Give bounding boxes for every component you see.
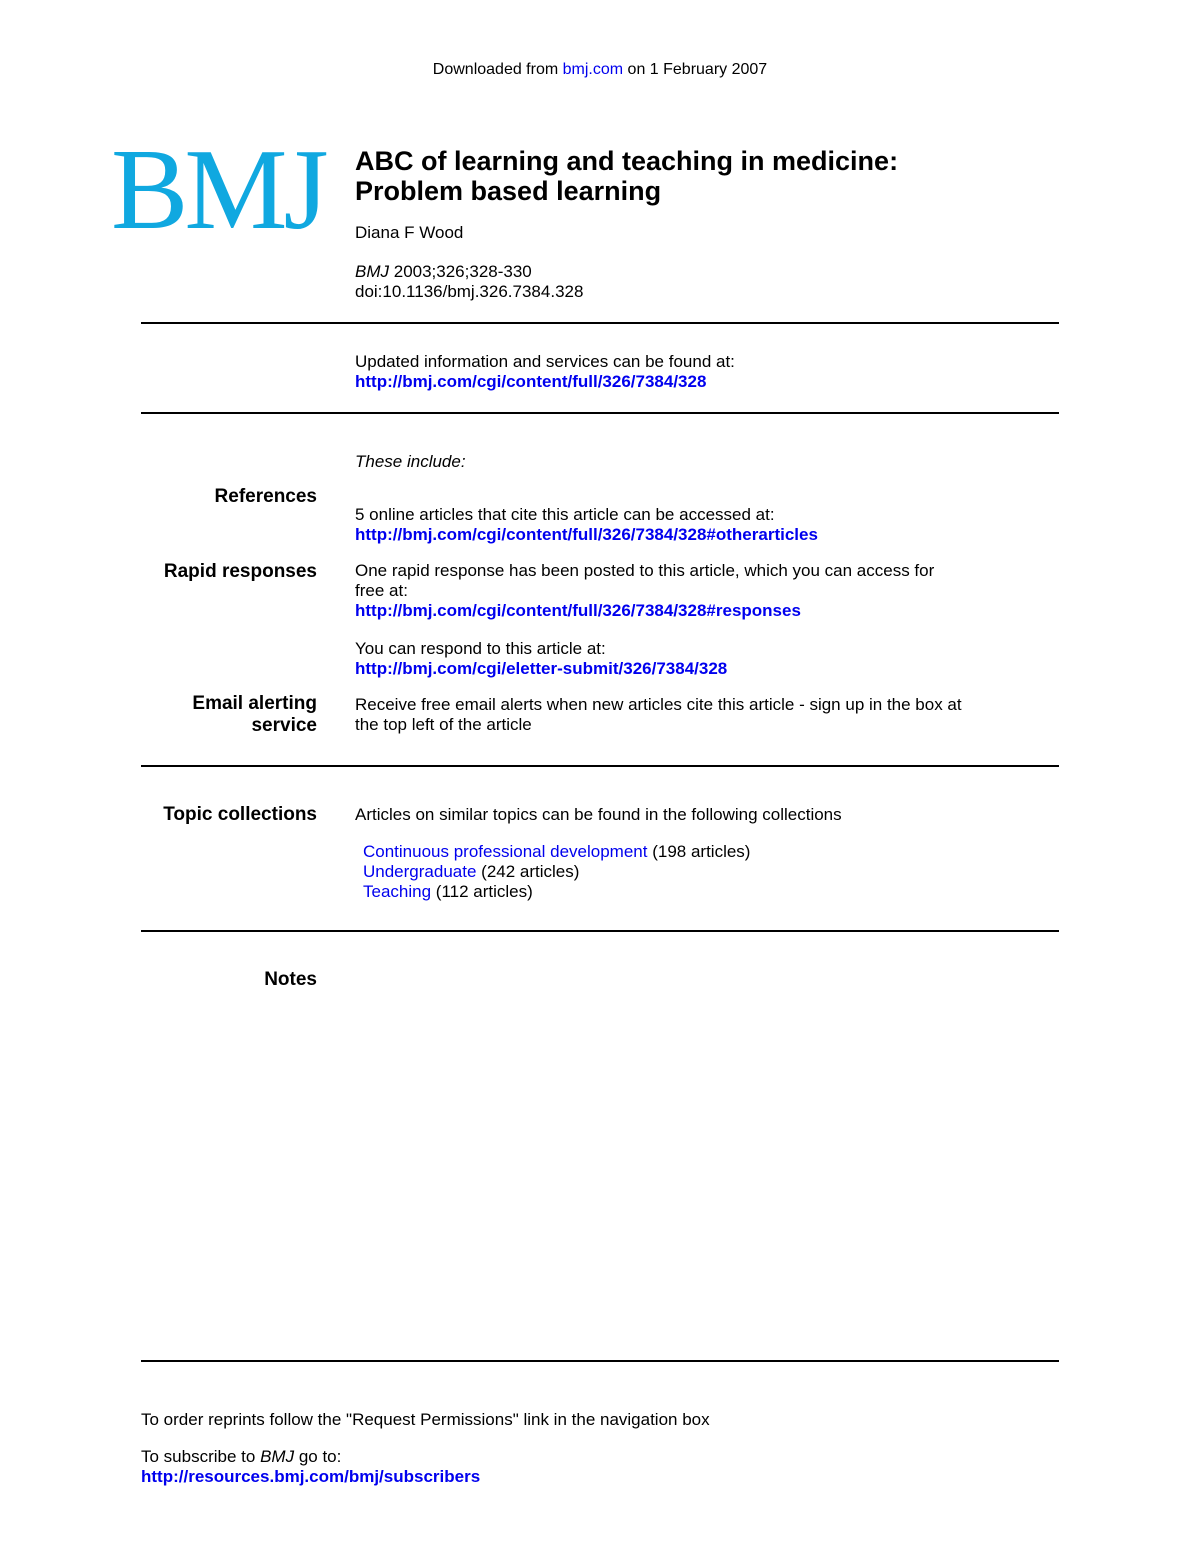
email-alerting-label-1: Email alerting [192, 693, 317, 714]
download-prefix: Downloaded from [432, 61, 559, 78]
notes-label: Notes [264, 969, 317, 990]
topic-count: (242 articles) [481, 862, 580, 881]
divider [141, 765, 1059, 767]
subscribe-section [141, 1447, 480, 1487]
respond-section [355, 639, 1065, 679]
rapid-responses-text-2: free at: [355, 581, 408, 600]
title-line-1: ABC of learning and teaching in medicine: [355, 146, 899, 176]
topic-link[interactable]: Teaching [363, 882, 432, 901]
article-author: Diana F Wood [355, 223, 464, 242]
list-item [363, 882, 750, 902]
topic-collections-list [363, 842, 750, 902]
rapid-responses-text-1: One rapid response has been posted to this article, which you can access for [355, 561, 935, 580]
volume-info: 2003;326;328-330 [393, 262, 532, 281]
title-line-2: Problem based learning [355, 176, 662, 206]
respond-text: You can respond to this article at: [355, 639, 606, 658]
rapid-responses-label: Rapid responses [163, 561, 317, 582]
topic-count: (198 articles) [652, 842, 751, 861]
divider [141, 412, 1059, 414]
rapid-responses-section [355, 561, 1065, 621]
references-url-link[interactable]: http://bmj.com/cgi/content/full/326/7384/328#otherarticles [355, 525, 818, 544]
these-include: These include: [355, 452, 466, 471]
email-alerting-section [355, 695, 1065, 735]
updated-info [355, 352, 1065, 392]
subscribe-prefix: To subscribe to [141, 1447, 256, 1466]
email-alerting-text-1: Receive free email alerts when new articles cite this article - sign up in the box at [355, 695, 962, 714]
respond-url-link[interactable]: http://bmj.com/cgi/eletter-submit/326/7384/328 [355, 659, 728, 678]
email-alerting-label-2: service [251, 715, 317, 736]
topic-link[interactable]: Continuous professional development [363, 842, 648, 861]
list-item [363, 842, 750, 862]
email-alerting-label [100, 693, 317, 737]
divider [141, 322, 1059, 324]
reprints-text: To order reprints follow the "Request Permissions" link in the navigation box [141, 1410, 710, 1429]
subscribe-url-link[interactable]: http://resources.bmj.com/bmj/subscribers [141, 1467, 481, 1486]
bmj-logo-text: BMJ [111, 126, 325, 254]
journal-name: BMJ [355, 262, 389, 281]
subscribe-journal: BMJ [260, 1447, 295, 1466]
topic-collections-label: Topic collections [163, 804, 317, 825]
article-citation [355, 262, 583, 302]
subscribe-suffix: go to: [298, 1447, 342, 1466]
article-doi: doi:10.1136/bmj.326.7384.328 [355, 282, 584, 301]
updated-url-link[interactable]: http://bmj.com/cgi/content/full/326/7384/328 [355, 372, 707, 391]
download-suffix: on 1 February 2007 [627, 61, 768, 78]
divider [141, 1360, 1059, 1362]
topic-link[interactable]: Undergraduate [363, 862, 477, 881]
email-alerting-text-2: the top left of the article [355, 715, 532, 734]
download-notice [0, 61, 1200, 79]
references-label: References [214, 486, 317, 507]
references-section [355, 505, 1065, 545]
divider [141, 930, 1059, 932]
updated-text: Updated information and services can be found at: [355, 352, 735, 371]
list-item [363, 862, 750, 882]
topic-count: (112 articles) [435, 882, 533, 901]
article-title [355, 146, 898, 206]
bmj-home-link[interactable]: bmj.com [562, 61, 624, 78]
rapid-responses-url-link[interactable]: http://bmj.com/cgi/content/full/326/7384/328#responses [355, 601, 801, 620]
bmj-logo [111, 126, 341, 267]
references-text: 5 online articles that cite this article can be accessed at: [355, 505, 775, 524]
topic-collections-intro: Articles on similar topics can be found in the following collections [355, 805, 842, 824]
